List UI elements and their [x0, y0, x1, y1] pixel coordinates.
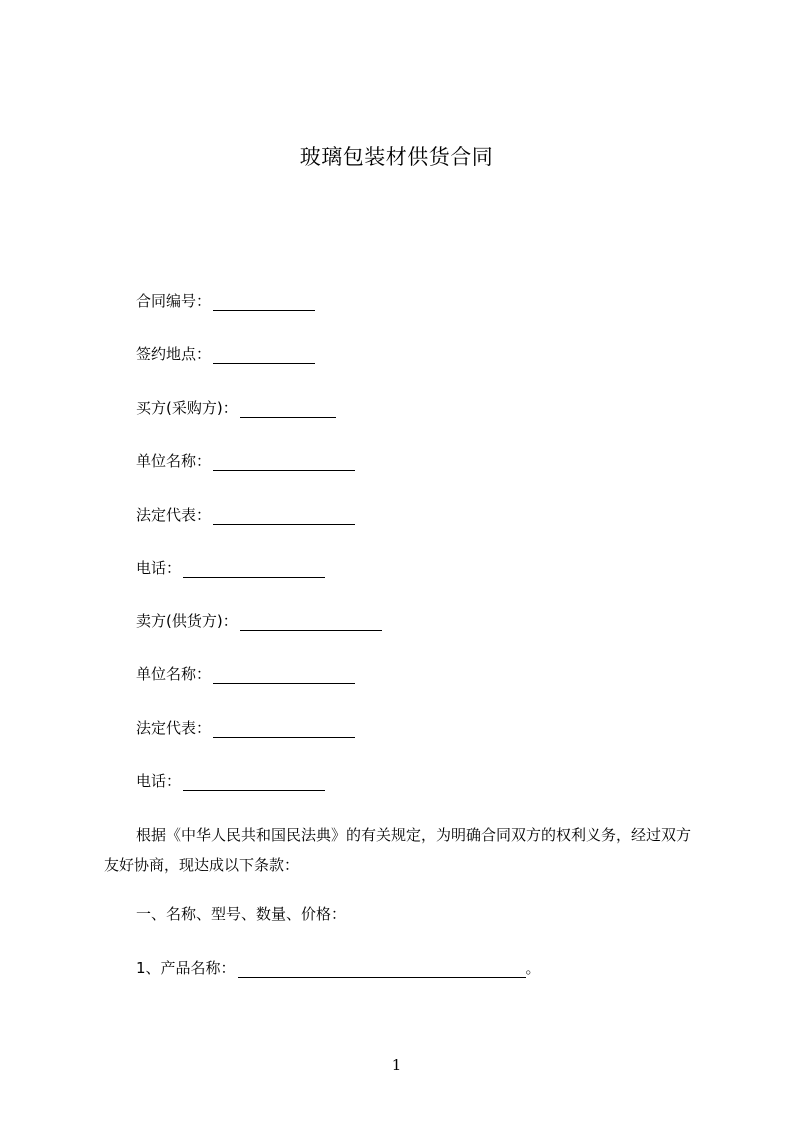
field-label: 买方(采购方)：: [136, 399, 238, 417]
blank-line[interactable]: [240, 402, 336, 418]
blank-line[interactable]: [213, 455, 355, 471]
page-number: 1: [391, 1056, 402, 1074]
section-heading: 一、名称、型号、数量、价格：: [136, 905, 347, 923]
blank-line[interactable]: [183, 562, 325, 578]
field-label: 电话：: [136, 772, 182, 790]
blank-line[interactable]: [213, 509, 355, 525]
field-label: 法定代表：: [136, 506, 212, 524]
field-label: 电话：: [136, 559, 182, 577]
product-name-item: [136, 958, 541, 978]
blank-line[interactable]: [240, 615, 382, 631]
blank-line[interactable]: [238, 962, 526, 978]
intro-paragraph: 根据《中华人民共和国民法典》的有关规定，为明确合同双方的权利义务，经过双方友好协商，现达成以下条款：: [104, 826, 692, 874]
seller-phone-field: [136, 771, 325, 791]
seller-field: [136, 611, 382, 631]
seller-company-name-field: [136, 664, 355, 684]
buyer-field: [136, 398, 336, 418]
buyer-legal-representative-field: [136, 505, 355, 525]
contract-number-field: [136, 291, 315, 311]
field-label: 合同编号：: [136, 292, 212, 310]
seller-legal-representative-field: [136, 718, 355, 738]
document-title: 玻璃包装材供货合同: [299, 145, 494, 169]
blank-line[interactable]: [213, 722, 355, 738]
field-label: 签约地点：: [136, 345, 212, 363]
blank-line[interactable]: [213, 668, 355, 684]
item-suffix: 。: [525, 959, 541, 977]
blank-line[interactable]: [213, 348, 315, 364]
field-label: 卖方(供货方)：: [136, 612, 238, 630]
item-label: 1、产品名称：: [136, 959, 236, 977]
field-label: 单位名称：: [136, 452, 212, 470]
buyer-company-name-field: [136, 451, 355, 471]
blank-line[interactable]: [213, 295, 315, 311]
field-label: 单位名称：: [136, 665, 212, 683]
signing-place-field: [136, 344, 315, 364]
blank-line[interactable]: [183, 775, 325, 791]
field-label: 法定代表：: [136, 719, 212, 737]
buyer-phone-field: [136, 558, 325, 578]
